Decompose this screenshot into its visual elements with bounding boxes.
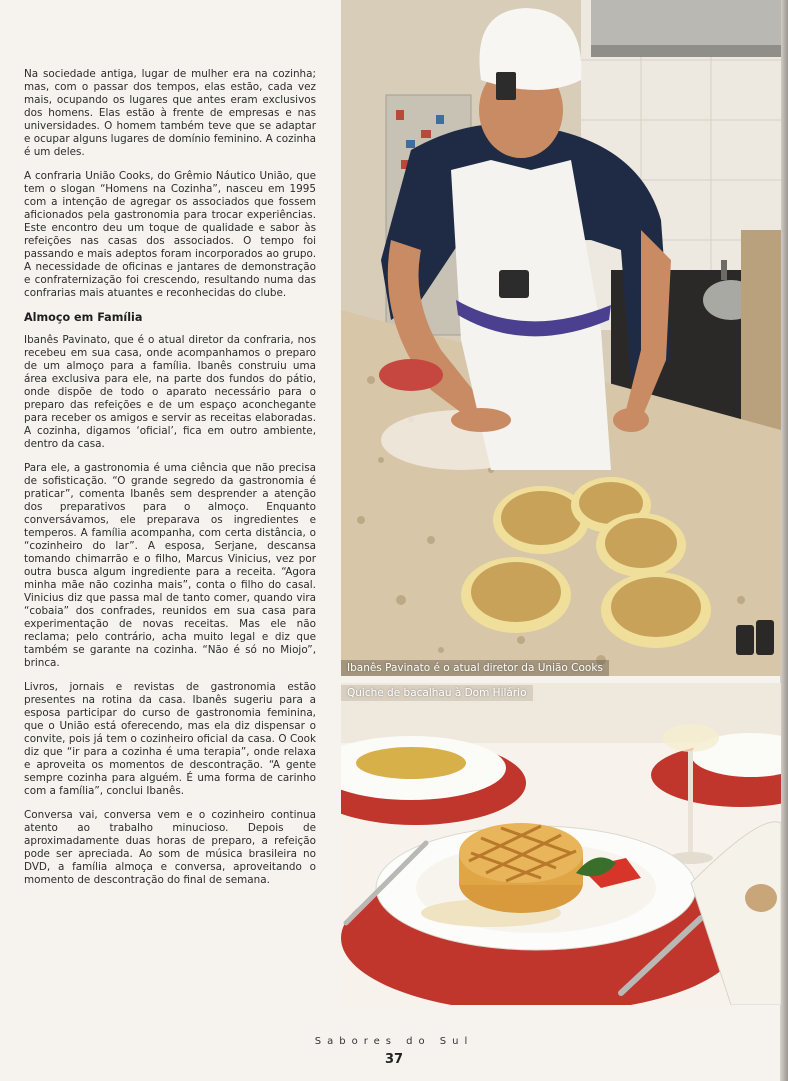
- article-paragraph: Conversa vai, conversa vem e o cozinheiro continua atento ao trabalho minucioso. Depois de aproximadamente duas horas de preparo, a refeição pode ser apreciada. Ao som de música brasileira no DVD, a família almoça e conversa, aproveitando o momento de descontração do final de semana.: [24, 809, 316, 886]
- page-number: 37: [384, 1052, 404, 1067]
- section-heading: Almoço em Família: [24, 311, 143, 324]
- article-paragraph: A confraria União Cooks, do Grêmio Náutico União, que tem o slogan “Homens na Cozinha”, nasceu em 1995 com a intenção de agregar os associados que fossem aficionados pela gastronomia para trocar experiências. Este encontro deu um toque de qualidade e sabor às refeições nas casas dos associados. O tempo foi passando e mais adeptos foram incorporados ao grupo. A necessidade de oficinas e jantares de demonstração e confraternização foi crescendo, resultando numa das confrarias mais atuantes e reconhecidas do clube.: [24, 170, 316, 299]
- article-column: [24, 68, 316, 898]
- quiche-photo-caption: Quiche de bacalhau à Dom Hilário: [341, 685, 533, 701]
- page-edge-shadow: [780, 0, 788, 1081]
- chef-photo: [341, 0, 781, 676]
- quiche-photo-illustration: [341, 683, 781, 1005]
- article-paragraph: Ibanês Pavinato, que é o atual diretor da confraria, nos recebeu em sua casa, onde acompanhamos o preparo de um almoço para a família. Ibanês construiu uma área exclusiva para ele, na parte dos fundos do pátio, onde dispõe de todo o aparato necessário para o preparo das refeições e de um espaço aconchegante para receber os amigos e servir as receitas elaboradas. A cozinha, digamos ‘oficial’, fica em outro ambiente, dentro da casa.: [24, 334, 316, 450]
- quiche-photo: [341, 683, 781, 1005]
- article-paragraph: Livros, jornais e revistas de gastronomia estão presentes na rotina da casa. Ibanês sugeriu para a esposa participar do curso de gastronomia feminina, que o União está oferecendo, mas ela diz dispensar o convite, pois já tem o cozinheiro oficial da casa. O Cook diz que “ir para a cozinha é uma terapia”, onde relaxa e aproveita os momentos de descontração. “A gente sempre cozinha para alguém. É uma forma de carinho com a família”, conclui Ibanês.: [24, 681, 316, 797]
- article-paragraph: Para ele, a gastronomia é uma ciência que não precisa de sofisticação. “O grande segredo da gastronomia é praticar”, comenta Ibanês sem desprender a atenção dos preparativos para o almoço. Enquanto conversávamos, ele preparava os ingredientes e temperos. A família acompanha, com certa distância, o “cozinheiro do lar”. A esposa, Serjane, descansa tomando chimarrão e o filho, Marcus Vinicius, vez por outra busca algum ingrediente para a receita. “Agora minha mãe não cozinha mais”, conta o filho do casal. Vinicius diz que passa mal de tanto comer, quando vira “cobaia” dos confrades, reunidos em sua casa para experimentação de novas receitas. Mas ele não reclama; pelo contrário, acha muito legal e diz que também se garante na cozinha. “Não é só no Miojo”, brinca.: [24, 462, 316, 669]
- magazine-footer: Sabores do Sul: [314, 1036, 474, 1047]
- chef-photo-caption: Ibanês Pavinato é o atual diretor da União Cooks: [341, 660, 609, 676]
- article-paragraph: Na sociedade antiga, lugar de mulher era na cozinha; mas, com o passar dos tempos, elas estão, cada vez mais, ocupando os lugares que antes eram exclusivos dos homens. Elas estão à frente de empresas e nas universidades. O homem também teve que se adaptar e ocupar alguns lugares de domínio feminino. A cozinha é um deles.: [24, 68, 316, 158]
- chef-photo-illustration: [341, 0, 781, 676]
